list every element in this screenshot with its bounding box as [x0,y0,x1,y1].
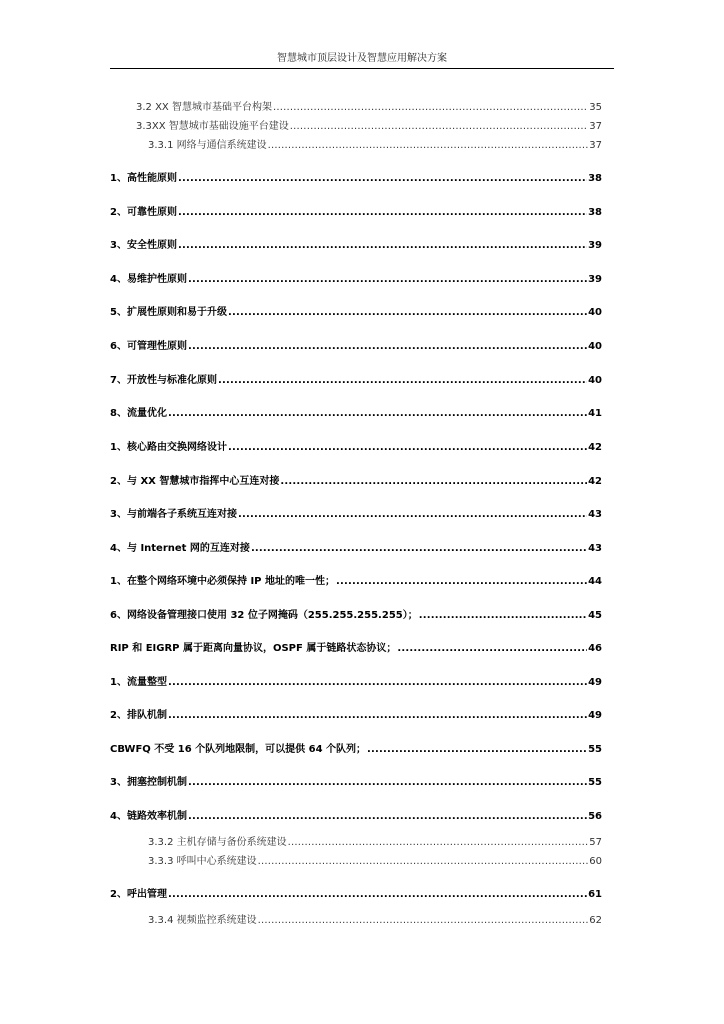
toc-entry[interactable] [148,911,602,926]
toc-entry-page: 61 [588,889,602,900]
toc-leader-dots [419,610,587,621]
toc-entry-page: 44 [588,576,602,587]
toc-entry[interactable] [110,270,602,285]
toc-entry[interactable] [148,833,602,848]
toc-entry[interactable] [110,773,602,788]
toc-entry-page: 56 [588,811,602,822]
toc-entry-title: RIP 和 EIGRP 属于距离向量协议，OSPF 属于链路状态协议； [110,643,397,654]
toc-entry-title: 3、安全性原则 [110,240,177,251]
toc-entry[interactable] [110,606,602,621]
toc-leader-dots [258,915,589,926]
toc-leader-dots [178,240,587,251]
toc-entry-title: 1、流量整型 [110,677,167,688]
toc-leader-dots [218,375,587,386]
toc-entry-page: 55 [588,744,602,755]
toc-entry-page: 37 [589,121,602,132]
toc-entry[interactable] [110,337,602,352]
toc-entry-title: 7、开放性与标准化原则 [110,375,217,386]
toc-entry-page: 45 [588,610,602,621]
toc-entry[interactable] [110,404,602,419]
toc-entry[interactable] [110,505,602,520]
toc-entry-title: 3.2 XX 智慧城市基础平台构架 [136,102,272,113]
toc-entry-page: 57 [589,837,602,848]
toc-entry-title: 8、流量优化 [110,408,167,419]
toc-entry-page: 38 [588,207,602,218]
toc-leader-dots [238,509,587,520]
toc-leader-dots [178,207,587,218]
toc-entry-page: 37 [589,140,602,151]
toc-entry[interactable] [110,303,602,318]
toc-entry-title: 6、网络设备管理接口使用 32 位子网掩码（255.255.255.255）； [110,610,418,621]
toc-entry[interactable] [110,472,602,487]
toc-leader-dots [280,476,587,487]
toc-entry-title: 3.3XX 智慧城市基础设施平台建设 [136,121,289,132]
toc-entry-title: 4、链路效率机制 [110,811,187,822]
toc-leader-dots [168,710,587,721]
toc-entry-page: 40 [588,375,602,386]
toc-leader-dots [188,777,587,788]
toc-entry[interactable] [110,706,602,721]
toc-entry[interactable] [110,740,602,755]
toc-entry[interactable] [110,572,602,587]
toc-entry-page: 35 [589,102,602,113]
toc-entry-page: 38 [588,173,602,184]
toc-leader-dots [288,837,589,848]
toc-entry-page: 42 [588,442,602,453]
toc-entry[interactable] [110,885,602,900]
toc-entry-page: 62 [589,915,602,926]
toc-entry-title: CBWFQ 不受 16 个队列地限制，可以提供 64 个队列； [110,744,367,755]
toc-entry-title: 3.3.1 网络与通信系统建设 [148,140,267,151]
toc-leader-dots [188,341,587,352]
toc-entry-page: 41 [588,408,602,419]
toc-entry-title: 4、易维护性原则 [110,274,187,285]
toc-leader-dots [168,408,587,419]
toc-leader-dots [336,576,587,587]
toc-entry-page: 60 [589,856,602,867]
toc-entry-page: 49 [588,710,602,721]
toc-entry-title: 2、与 XX 智慧城市指挥中心互连对接 [110,476,280,487]
toc-entry-title: 6、可管理性原则 [110,341,187,352]
toc-entry-title: 2、排队机制 [110,710,167,721]
toc-leader-dots [228,442,587,453]
toc-leader-dots [178,173,587,184]
toc-entry-page: 40 [588,341,602,352]
toc-entry-page: 49 [588,677,602,688]
toc-entry-page: 39 [588,240,602,251]
toc-entry[interactable] [110,639,602,654]
toc-leader-dots [188,274,587,285]
toc-leader-dots [168,677,587,688]
toc-entry[interactable] [110,673,602,688]
toc-entry-page: 43 [588,543,602,554]
document-title: 智慧城市顶层设计及智慧应用解决方案 [277,53,447,64]
toc-leader-dots [273,102,588,113]
toc-entry-title: 5、扩展性原则和易于升级 [110,307,227,318]
toc-entry-title: 2、呼出管理 [110,889,167,900]
toc-entry[interactable] [110,169,602,184]
toc-leader-dots [228,307,587,318]
toc-leader-dots [268,140,589,151]
toc-entry[interactable] [148,136,602,151]
toc-entry[interactable] [110,203,602,218]
toc-entry-title: 1、高性能原则 [110,173,177,184]
toc-entry[interactable] [110,807,602,822]
toc-entry[interactable] [136,117,602,132]
toc-leader-dots [367,744,587,755]
toc-entry-title: 3、与前端各子系统互连对接 [110,509,237,520]
toc-entry-page: 40 [588,307,602,318]
toc-entry-title: 3.3.4 视频监控系统建设 [148,915,257,926]
toc-entry[interactable] [110,438,602,453]
toc-leader-dots [188,811,587,822]
toc-entry-title: 3.3.2 主机存储与备份系统建设 [148,837,287,848]
toc-leader-dots [251,543,587,554]
toc-entry-page: 55 [588,777,602,788]
toc-entry-page: 42 [588,476,602,487]
toc-leader-dots [397,643,587,654]
toc-entry-page: 43 [588,509,602,520]
toc-entry-page: 46 [588,643,602,654]
toc-leader-dots [290,121,588,132]
toc-entry-title: 1、在整个网络环境中必须保持 IP 地址的唯一性； [110,576,335,587]
toc-leader-dots [168,889,587,900]
toc-entry[interactable] [110,539,602,554]
toc-entry-title: 4、与 Internet 网的互连对接 [110,543,250,554]
toc-entry-title: 3.3.3 呼叫中心系统建设 [148,856,257,867]
toc-leader-dots [258,856,589,867]
toc-entry-page: 39 [588,274,602,285]
toc-entry[interactable] [110,371,602,386]
toc-entry-title: 1、核心路由交换网络设计 [110,442,227,453]
toc-entry-title: 3、拥塞控制机制 [110,777,187,788]
toc-entry[interactable] [110,236,602,251]
toc-entry-title: 2、可靠性原则 [110,207,177,218]
toc-entry[interactable] [136,98,602,113]
toc-entry[interactable] [148,852,602,867]
